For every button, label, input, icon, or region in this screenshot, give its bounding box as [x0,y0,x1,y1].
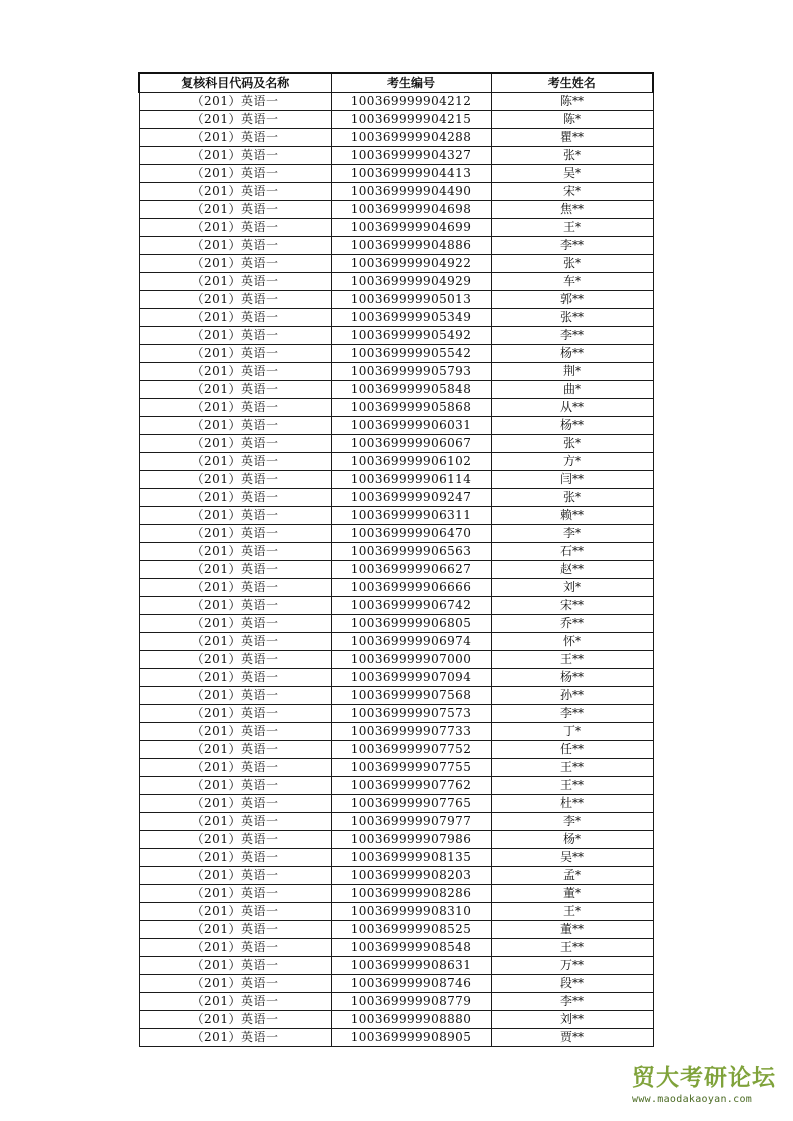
table-row [139,813,653,831]
subject-cell: （201）英语一 [139,975,331,993]
candidate-name-cell: 杨** [491,669,653,687]
subject-cell: （201）英语一 [139,399,331,417]
subject-cell: （201）英语一 [139,435,331,453]
table-row [139,741,653,759]
table-row [139,561,653,579]
subject-cell: （201）英语一 [139,471,331,489]
candidate-id-cell: 100369999906805 [331,615,491,633]
candidate-name-cell: 陈* [491,111,653,129]
candidate-id-cell: 100369999906067 [331,435,491,453]
candidate-id-cell: 100369999904212 [331,93,491,111]
subject-cell: （201）英语一 [139,453,331,471]
table-row [139,615,653,633]
candidate-name-cell: 杨** [491,345,653,363]
subject-cell: （201）英语一 [139,615,331,633]
table-row [139,543,653,561]
candidate-name-cell: 宋** [491,597,653,615]
candidate-id-cell: 100369999907977 [331,813,491,831]
table-row [139,435,653,453]
subject-cell: （201）英语一 [139,111,331,129]
candidate-name-cell: 宋* [491,183,653,201]
candidate-id-cell: 100369999908746 [331,975,491,993]
subject-cell: （201）英语一 [139,633,331,651]
candidate-name-cell: 刘* [491,579,653,597]
candidate-id-cell: 100369999908631 [331,957,491,975]
candidate-id-cell: 100369999905848 [331,381,491,399]
candidate-id-cell: 100369999904929 [331,273,491,291]
subject-cell: （201）英语一 [139,885,331,903]
subject-cell: （201）英语一 [139,939,331,957]
candidate-name-cell: 吴* [491,165,653,183]
candidate-id-cell: 100369999904413 [331,165,491,183]
candidate-id-cell: 100369999907733 [331,723,491,741]
subject-cell: （201）英语一 [139,831,331,849]
table-row [139,921,653,939]
candidate-name-cell: 陈** [491,93,653,111]
subject-cell: （201）英语一 [139,381,331,399]
subject-cell: （201）英语一 [139,273,331,291]
candidate-name-cell: 车* [491,273,653,291]
table-row [139,885,653,903]
table-row [139,633,653,651]
candidate-id-cell: 100369999908310 [331,903,491,921]
subject-cell: （201）英语一 [139,903,331,921]
header-candidate-name: 考生姓名 [491,73,653,93]
candidate-id-cell: 100369999909247 [331,489,491,507]
table-row [139,93,653,111]
candidate-name-cell: 赵** [491,561,653,579]
candidate-id-cell: 100369999906974 [331,633,491,651]
table-row [139,291,653,309]
candidate-id-cell: 100369999905349 [331,309,491,327]
subject-cell: （201）英语一 [139,147,331,165]
table-row [139,597,653,615]
watermark-title: 贸大考研论坛 [632,1065,776,1091]
table-row [139,147,653,165]
table-row [139,309,653,327]
table-row [139,849,653,867]
candidate-id-cell: 100369999907573 [331,705,491,723]
candidate-id-cell: 100369999908905 [331,1029,491,1047]
site-watermark [632,1064,792,1105]
table-row [139,705,653,723]
candidate-name-cell: 杨* [491,831,653,849]
subject-cell: （201）英语一 [139,363,331,381]
candidate-name-cell: 张** [491,309,653,327]
table-row [139,507,653,525]
table-row [139,957,653,975]
subject-cell: （201）英语一 [139,849,331,867]
candidate-id-cell: 100369999906742 [331,597,491,615]
candidate-id-cell: 100369999904698 [331,201,491,219]
header-subject: 复核科目代码及名称 [139,73,331,93]
candidate-id-cell: 100369999905013 [331,291,491,309]
table-row [139,669,653,687]
watermark-url: www.maodakaoyan.com [632,1094,753,1105]
subject-cell: （201）英语一 [139,255,331,273]
candidate-id-cell: 100369999904288 [331,129,491,147]
table-row [139,489,653,507]
candidate-id-cell: 100369999907765 [331,795,491,813]
subject-cell: （201）英语一 [139,795,331,813]
subject-cell: （201）英语一 [139,309,331,327]
subject-cell: （201）英语一 [139,129,331,147]
candidate-id-cell: 100369999908135 [331,849,491,867]
subject-cell: （201）英语一 [139,921,331,939]
candidate-id-cell: 100369999907986 [331,831,491,849]
table-row [139,795,653,813]
table-row [139,183,653,201]
candidate-name-cell: 李** [491,237,653,255]
candidate-id-cell: 100369999906470 [331,525,491,543]
candidate-name-cell: 张* [491,147,653,165]
subject-cell: （201）英语一 [139,345,331,363]
table-row [139,939,653,957]
subject-cell: （201）英语一 [139,93,331,111]
table-row [139,165,653,183]
subject-cell: （201）英语一 [139,183,331,201]
candidate-id-cell: 100369999906031 [331,417,491,435]
table-row [139,687,653,705]
candidate-name-cell: 孟* [491,867,653,885]
table-row [139,399,653,417]
table-row [139,471,653,489]
table-row [139,651,653,669]
candidate-name-cell: 李** [491,705,653,723]
candidate-name-cell: 乔** [491,615,653,633]
candidate-id-cell: 100369999908525 [331,921,491,939]
candidate-name-cell: 任** [491,741,653,759]
table-row [139,255,653,273]
candidate-name-cell: 吴** [491,849,653,867]
candidate-name-cell: 王** [491,777,653,795]
candidate-id-cell: 100369999904922 [331,255,491,273]
table-row [139,1029,653,1047]
candidate-name-cell: 张* [491,435,653,453]
candidate-name-cell: 王* [491,219,653,237]
subject-cell: （201）英语一 [139,525,331,543]
candidate-name-cell: 郭** [491,291,653,309]
subject-cell: （201）英语一 [139,579,331,597]
candidate-name-cell: 曲* [491,381,653,399]
table-row [139,381,653,399]
candidate-id-cell: 100369999904215 [331,111,491,129]
subject-cell: （201）英语一 [139,669,331,687]
candidate-name-cell: 贾** [491,1029,653,1047]
subject-cell: （201）英语一 [139,597,331,615]
candidate-id-cell: 100369999906311 [331,507,491,525]
subject-cell: （201）英语一 [139,1011,331,1029]
subject-cell: （201）英语一 [139,759,331,777]
table-row [139,759,653,777]
candidate-name-cell: 杜** [491,795,653,813]
exam-review-table [138,72,654,1047]
candidate-name-cell: 王** [491,651,653,669]
candidate-id-cell: 100369999907752 [331,741,491,759]
candidate-name-cell: 方* [491,453,653,471]
candidate-name-cell: 李* [491,813,653,831]
table-body [139,93,653,1047]
subject-cell: （201）英语一 [139,561,331,579]
candidate-name-cell: 石** [491,543,653,561]
subject-cell: （201）英语一 [139,417,331,435]
candidate-name-cell: 李** [491,993,653,1011]
table-row [139,777,653,795]
subject-cell: （201）英语一 [139,489,331,507]
table-row [139,579,653,597]
candidate-name-cell: 段** [491,975,653,993]
candidate-name-cell: 从** [491,399,653,417]
candidate-id-cell: 100369999904327 [331,147,491,165]
subject-cell: （201）英语一 [139,507,331,525]
candidate-name-cell: 王* [491,903,653,921]
candidate-name-cell: 杨** [491,417,653,435]
table-row [139,903,653,921]
candidate-name-cell: 万** [491,957,653,975]
candidate-name-cell: 董* [491,885,653,903]
candidate-id-cell: 100369999905542 [331,345,491,363]
candidate-id-cell: 100369999905492 [331,327,491,345]
candidate-name-cell: 王** [491,939,653,957]
candidate-name-cell: 李** [491,327,653,345]
candidate-id-cell: 100369999908548 [331,939,491,957]
table-row [139,723,653,741]
candidate-name-cell: 怀* [491,633,653,651]
candidate-name-cell: 张* [491,255,653,273]
table-header-row [139,73,653,93]
candidate-id-cell: 100369999905793 [331,363,491,381]
candidate-id-cell: 100369999906114 [331,471,491,489]
candidate-name-cell: 赖** [491,507,653,525]
table-row [139,129,653,147]
candidate-name-cell: 张* [491,489,653,507]
candidate-id-cell: 100369999906102 [331,453,491,471]
candidate-id-cell: 100369999905868 [331,399,491,417]
table-row [139,417,653,435]
table-row [139,363,653,381]
subject-cell: （201）英语一 [139,651,331,669]
candidate-id-cell: 100369999906627 [331,561,491,579]
subject-cell: （201）英语一 [139,1029,331,1047]
subject-cell: （201）英语一 [139,867,331,885]
candidate-name-cell: 闫** [491,471,653,489]
candidate-id-cell: 100369999907000 [331,651,491,669]
candidate-name-cell: 董** [491,921,653,939]
subject-cell: （201）英语一 [139,705,331,723]
table-row [139,831,653,849]
candidate-id-cell: 100369999906666 [331,579,491,597]
candidate-id-cell: 100369999908286 [331,885,491,903]
table-row [139,345,653,363]
table-row [139,975,653,993]
candidate-name-cell: 李* [491,525,653,543]
table-row [139,453,653,471]
table-row [139,273,653,291]
subject-cell: （201）英语一 [139,993,331,1011]
candidate-id-cell: 100369999908880 [331,1011,491,1029]
candidate-name-cell: 丁* [491,723,653,741]
table-row [139,1011,653,1029]
subject-cell: （201）英语一 [139,723,331,741]
candidate-id-cell: 100369999908779 [331,993,491,1011]
candidate-id-cell: 100369999904490 [331,183,491,201]
candidate-name-cell: 刘** [491,1011,653,1029]
candidate-name-cell: 荆* [491,363,653,381]
header-candidate-id: 考生编号 [331,73,491,93]
table-row [139,237,653,255]
subject-cell: （201）英语一 [139,687,331,705]
candidate-id-cell: 100369999904699 [331,219,491,237]
table-row [139,525,653,543]
candidate-id-cell: 100369999907094 [331,669,491,687]
subject-cell: （201）英语一 [139,813,331,831]
candidate-id-cell: 100369999907762 [331,777,491,795]
candidate-id-cell: 100369999907568 [331,687,491,705]
subject-cell: （201）英语一 [139,777,331,795]
candidate-name-cell: 瞿** [491,129,653,147]
table-row [139,219,653,237]
table-row [139,327,653,345]
candidate-name-cell: 孙** [491,687,653,705]
subject-cell: （201）英语一 [139,543,331,561]
subject-cell: （201）英语一 [139,957,331,975]
subject-cell: （201）英语一 [139,219,331,237]
subject-cell: （201）英语一 [139,165,331,183]
candidate-name-cell: 王** [491,759,653,777]
subject-cell: （201）英语一 [139,291,331,309]
candidate-id-cell: 100369999906563 [331,543,491,561]
candidate-id-cell: 100369999908203 [331,867,491,885]
table-row [139,111,653,129]
subject-cell: （201）英语一 [139,237,331,255]
candidate-id-cell: 100369999907755 [331,759,491,777]
table-row [139,867,653,885]
subject-cell: （201）英语一 [139,741,331,759]
subject-cell: （201）英语一 [139,327,331,345]
table-row [139,201,653,219]
table-row [139,993,653,1011]
candidate-name-cell: 焦** [491,201,653,219]
subject-cell: （201）英语一 [139,201,331,219]
candidate-id-cell: 100369999904886 [331,237,491,255]
